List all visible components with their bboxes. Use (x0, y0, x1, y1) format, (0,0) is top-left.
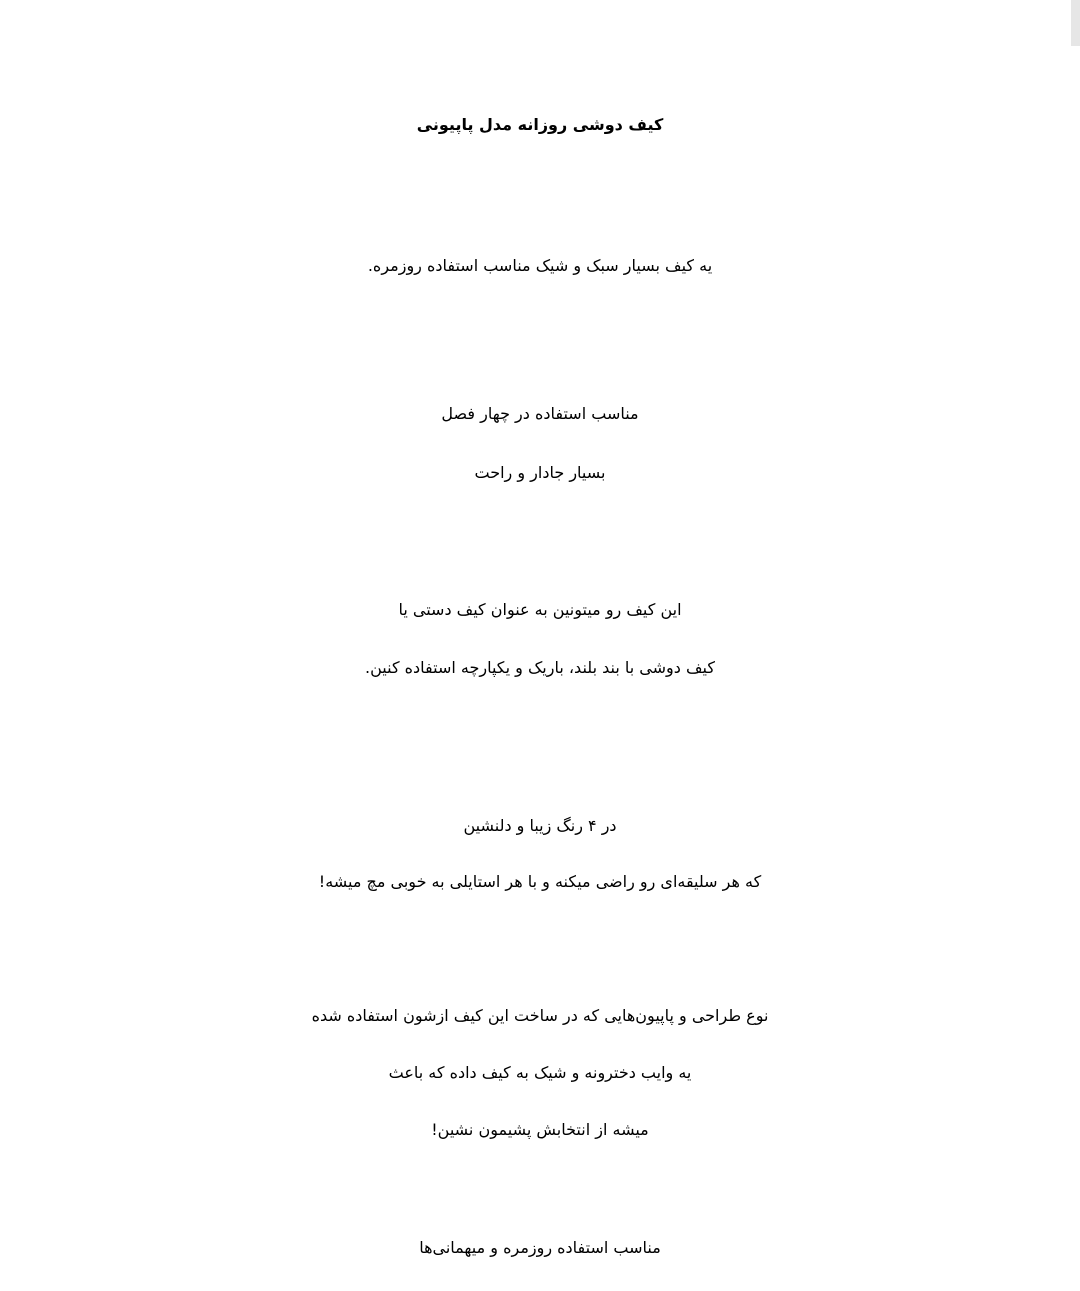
description-line: میشه از انتخابش پشیمون نشین! (431, 1120, 649, 1139)
description-line: یه وایب دخترونه و شیک به کیف داده که باعث (388, 1063, 692, 1082)
description-line: نوع طراحی و پاپیون‌هایی که در ساخت این کیف ازشون استفاده شده (311, 1006, 769, 1025)
description-line: یه کیف بسیار سبک و شیک مناسب استفاده روزمره. (367, 256, 713, 275)
description-line: کیف دوشی با بند بلند، باریک و یکپارچه استفاده کنین. (365, 658, 715, 677)
page-title: کیف دوشی روزانه مدل پاپیونی (416, 115, 664, 134)
description-line: که هر سلیقه‌ای رو راضی میکنه و با هر استایلی به خوبی مچ میشه! (318, 872, 762, 891)
description-line: در ۴ رنگ زیبا و دلنشین (463, 816, 617, 835)
description-line: این کیف رو میتونین به عنوان کیف دستی یا (398, 600, 682, 619)
description-line: مناسب استفاده در چهار فصل (441, 404, 639, 423)
description-line: مناسب استفاده روزمره و میهمانی‌ها (419, 1238, 661, 1257)
scrollbar-thumb[interactable] (1071, 0, 1080, 46)
description-line: بسیار جادار و راحت (474, 463, 606, 482)
